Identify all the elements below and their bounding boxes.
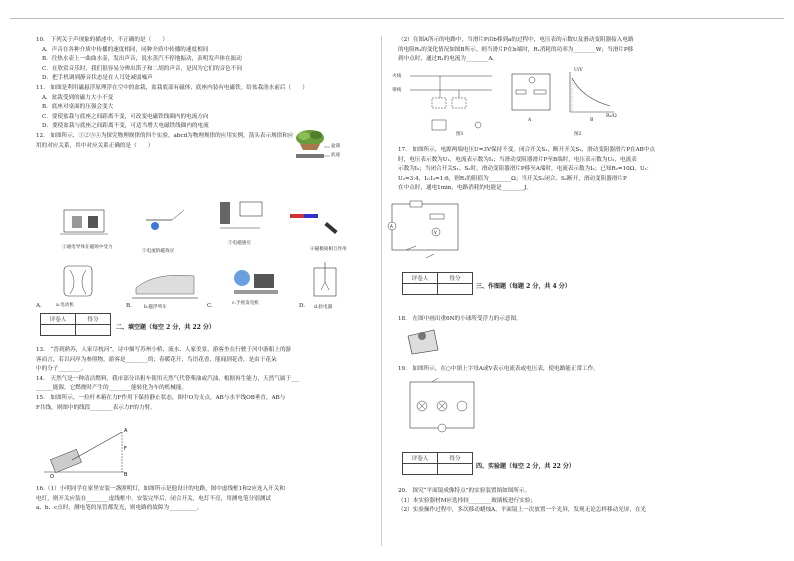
q12-experiments-figure: [60, 196, 370, 258]
label-pot: 盆栽: [331, 144, 341, 149]
label-neutral-wire: 零线: [392, 88, 402, 93]
q11-option-a: A．盆栽受到的磁力大小不变: [42, 94, 114, 101]
q18-stem: 18. 在图中画出重6N的小球所受浮力的示意图。: [398, 316, 522, 322]
q12-stem-line1: 12. 如图所示，①②③④为探究物理规律的四个实验，abcd为物理规律的应用实例，箭头表示规律和应: [36, 132, 294, 139]
right-column-q20: [398, 487, 728, 516]
label-r-axis: R₂/Ω: [606, 114, 617, 119]
q17-line4: U₂=3:4，I₂:I₃=1:6，则R₁的阻值为________Ω；当开关S₁闭合、S₂断开，滑动变阻器滑片P: [398, 175, 627, 182]
app-b-label: b.磁浮列车: [144, 305, 167, 310]
q14-line2: ______能源，它燃烧时产生的________能转化为车的机械能。: [36, 385, 188, 392]
q10-option-d: D．把手机调到静音状态是在人耳处减弱噪声: [42, 75, 153, 82]
q11-stem: 11. 如图是利用磁悬浮原理浮在空中的盆栽，盆栽底部有磁体，底座内装有电磁铁。给盆栽浇水前后（ ）: [36, 84, 308, 91]
svg-text:F: F: [124, 446, 127, 452]
left-column-q16: [36, 485, 366, 514]
label-live-wire: 火线: [392, 74, 402, 79]
section4-title: 四、实验题（每空 2 分，共 22 分）: [476, 463, 575, 470]
q17-line2: 时，电压表示数为U₁，电流表示数为I₁；当滑动变阻器滑片P至B端时，电压表示数为U₂，电流表: [398, 156, 637, 163]
page-top-rule: [10, 18, 784, 19]
label-fig2: 图2: [574, 132, 582, 137]
q12-choice-b: B.: [126, 303, 132, 309]
svg-text:O: O: [50, 474, 54, 480]
label-figA: A: [528, 118, 532, 123]
section3-title: 三、作图题（每题 2 分，共 4 分）: [476, 283, 571, 290]
household-circuit-figure: [392, 68, 622, 140]
label-figB: B: [590, 118, 594, 123]
q11-option-c: C．要使盆栽与底座之间距离不变，可改变电磁铁线圈内的电流方向: [42, 113, 209, 120]
score-header-points: 得分: [76, 314, 111, 325]
svg-text:A: A: [390, 224, 393, 229]
q17-line3: 示数为I₂；当闭合开关S₁、S₂时，滑动变阻器滑片P移至A端时，电流表示数为I₃；已知R₂=10Ω，U₁:: [398, 166, 649, 173]
caption-exp3: ③电磁感应: [228, 241, 251, 246]
q16-line3: a、b、c点时，测电笔的氖管都发光，则电路的故障为__________。: [36, 505, 203, 512]
right-column: [398, 36, 728, 65]
q19-circuit-figure: [404, 376, 484, 436]
floating-plant-image: [290, 128, 340, 160]
q16-2-line1: （2）在图A所示的电路中，当滑片P由b移到a的过程中，电压表的示数U及滑动变阻器接入电路: [398, 37, 634, 43]
caption-exp2: ②电流的磁效应: [142, 249, 175, 254]
q20-line3: （2）实验操作过程中，多次移动蜡烛A，平面镜上一次放置一个光屏，发现无论怎样移动光屏，在光: [398, 507, 647, 514]
q15-line2: F共线，则图中的线段________表示力F的力臂。: [36, 404, 156, 411]
q16-2-line3: 到中点时，通过R₁的电流为________A。: [398, 56, 498, 63]
q11-option-d: D．要使盆栽与底座之间距离不变，可适当增大电磁铁线圈内的电流: [42, 123, 209, 130]
app-d-label: d.验电器: [314, 305, 333, 310]
score-table-section4: [402, 452, 473, 475]
app-c-label: c.手摇发电机: [232, 301, 260, 306]
float-ball-figure: [404, 326, 444, 356]
score-header-grader-2: 评卷人: [403, 273, 438, 284]
caption-exp1: ①通电导体在磁场中受力: [62, 245, 113, 250]
q11-option-b: B．底座对桌面的压强会变大: [42, 104, 114, 111]
q10-stem: 10. 下列关于声现象的描述中，不正确的是（ ）: [36, 37, 168, 43]
right-column-q17: [398, 146, 728, 194]
score-header-points-3: 得分: [438, 453, 473, 464]
q14-line1: 14. 天然气是一种清洁燃料，我市部分出租车使用天然气代替柴油或汽油，根据再生能力，天然气属于___: [36, 375, 300, 382]
lever-box-figure: [44, 420, 144, 480]
svg-text:A: A: [124, 428, 128, 434]
q16-line1: 16.（1）小明同学在家里安装一盏照明灯，如图所示是他设计的电路，图中虚线框1和2应连入开关和: [36, 486, 285, 492]
column-divider: [381, 36, 382, 546]
caption-exp4: ④磁极间相互作用: [310, 247, 347, 252]
q12-choice-a: A.: [36, 303, 42, 309]
q13-line2: 客而言，若以河岸为参照物，游客是________的；春暖花开，鸟语花香，能闻到花香，是由于花朵: [36, 356, 277, 363]
q10-option-b: B．往热水壶上一曲曲水壶，发出声音，说水蒸汽不停地振动，表明发声体在振动: [42, 56, 242, 63]
q17-circuit-figure: [386, 196, 466, 266]
label-u-axis: U/V: [574, 68, 583, 73]
q20-line2: （1）本实验器材M应选择较________玻璃板进行实验；: [398, 497, 536, 504]
svg-text:V: V: [434, 230, 437, 235]
q13-line1: 13. “晋到熟苏，人家尽枕河”。诗中描写苏州小桥、流水、人家美景，游客坐在行驶于河中游船上的游: [36, 347, 292, 353]
score-header-grader-3: 评卷人: [403, 453, 438, 464]
section2-title: 二、填空题（每空 2 分，共 22 分）: [116, 324, 215, 331]
q10-option-a: A．声音在各种介质中传播的速度相同，同种介质中传播的速度相同: [42, 46, 209, 53]
left-column-lower: [36, 346, 366, 413]
q17-line5: 在中点时，通电1min，电路消耗的电能是________J。: [398, 185, 532, 192]
q12-choice-c: C.: [207, 303, 213, 309]
q15-line1: 15. 如图所示，一拉杆木箱在力F作用下保持静止状态，图中O为支点，AB与水平线OB垂直，AB与: [36, 394, 286, 401]
score-table-section3: [402, 272, 473, 295]
svg-text:B: B: [124, 472, 128, 478]
q10-option-c: C．在欣赏音乐时，我们很容易分辨出笛子和二胡的声音，是因为它们的音色不同: [42, 65, 243, 72]
q16-line2: 电灯，则开关应装在________虚线框中。安装完毕后，闭合开关，电灯不亮，用测电笔分别测试: [36, 495, 271, 502]
score-table-section2: [40, 313, 111, 336]
q20-line1: 20. 探究“平面镜成像特点”的实验装置图如图所示。: [398, 488, 531, 494]
q19-stem: 19. 如图所示，在○中填上字母A或V表示电流表或电压表，使电路能正常工作。: [398, 366, 599, 372]
q17-line1: 17. 如图所示，电源两端电压U=3V保持不变。闭合开关S₁，断开开关S₂，滑动变阻器滑片P在AB中点: [398, 147, 655, 153]
q16-2-line2: 的电阻R₂的变化情况如图B所示。则当滑片P在b端时，R₁消耗的功率为________W；当滑片P移: [398, 46, 634, 53]
score-header-points-2: 得分: [438, 273, 473, 284]
label-base: 底座: [331, 153, 341, 158]
label-fig1: 图1: [456, 132, 464, 137]
q13-line3: 中的分子________。: [36, 366, 87, 373]
q12-choice-d: D.: [299, 303, 306, 309]
app-a-label: a.电动机: [56, 303, 74, 308]
q12-stem-line2: 用的对应关系，其中对应关系正确的是（ ）: [36, 142, 154, 149]
score-header-grader: 评卷人: [41, 314, 76, 325]
